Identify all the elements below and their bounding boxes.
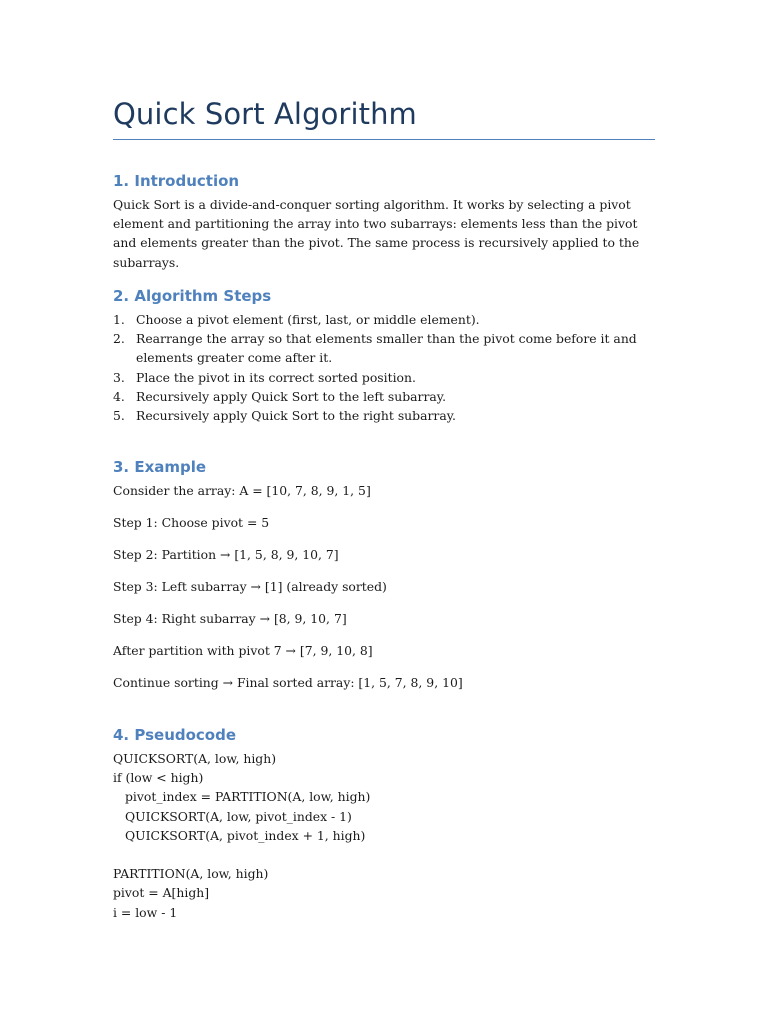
list-item-number: 3. [113,369,125,385]
list-item-text: Recursively apply Quick Sort to the right subarray. [136,408,456,424]
example-line: After partition with pivot 7 → [7, 9, 10, 8] [113,643,373,658]
code-line: if (low < high) [113,770,204,786]
example-line: Step 4: Right subarray → [8, 9, 10, 7] [113,611,347,626]
code-line-blank [113,845,655,864]
code-line: QUICKSORT(A, pivot_index + 1, high) [125,827,366,843]
code-line: QUICKSORT(A, low, high) [113,751,277,766]
example-section [113,457,655,705]
list-item [113,329,655,367]
list-item [113,387,655,406]
list-item-number: 1. [113,312,125,327]
list-item-text: Recursively apply Quick Sort to the left subarray. [136,388,447,404]
title-underline [113,139,655,140]
code-line: i = low - 1 [113,904,178,920]
code-line: pivot_index = PARTITION(A, low, high) [125,789,371,805]
example-heading: 3. Example [113,458,207,476]
list-item-number: 2. [113,331,125,347]
introduction-section [113,171,655,272]
list-item [113,368,655,387]
algorithm-steps-section [113,286,655,425]
algorithm-steps-heading: 2. Algorithm Steps [113,287,272,305]
list-item-number: 4. [113,388,125,404]
introduction-text: Quick Sort is a divide-and-conquer sorting algorithm. It works by selecting a pivot element and partitioning the array into two subarrays: elements less than the pivot and elements greater than the pivot. The same process is recursively applied to the subarrays. [113,197,640,270]
document-title: Quick Sort Algorithm [113,97,417,131]
list-item-text: Choose a pivot element (first, last, or middle element). [136,312,480,327]
example-line: Consider the array: A = [10, 7, 8, 9, 1, 5] [113,483,371,498]
code-line: PARTITION(A, low, high) [113,866,269,882]
introduction-heading: 1. Introduction [113,172,240,190]
list-item [113,310,655,329]
pseudocode-block [113,749,655,922]
code-line: QUICKSORT(A, low, pivot_index - 1) [125,808,352,824]
list-item-number: 5. [113,408,125,424]
pseudocode-section [113,725,655,922]
example-line: Step 3: Left subarray → [1] (already sorted) [113,579,387,594]
example-line: Continue sorting → Final sorted array: [1, 5, 7, 8, 9, 10] [113,675,463,690]
algorithm-steps-list [113,310,655,425]
code-line: pivot = A[high] [113,885,210,901]
list-item-text: Place the pivot in its correct sorted position. [136,369,416,385]
list-item [113,406,655,425]
example-line: Step 1: Choose pivot = 5 [113,515,270,530]
list-item-text: Rearrange the array so that elements smaller than the pivot come before it and elements greater come after it. [136,331,637,366]
pseudocode-heading: 4. Pseudocode [113,726,237,744]
example-line: Step 2: Partition → [1, 5, 8, 9, 10, 7] [113,547,339,562]
example-lines [113,481,655,705]
